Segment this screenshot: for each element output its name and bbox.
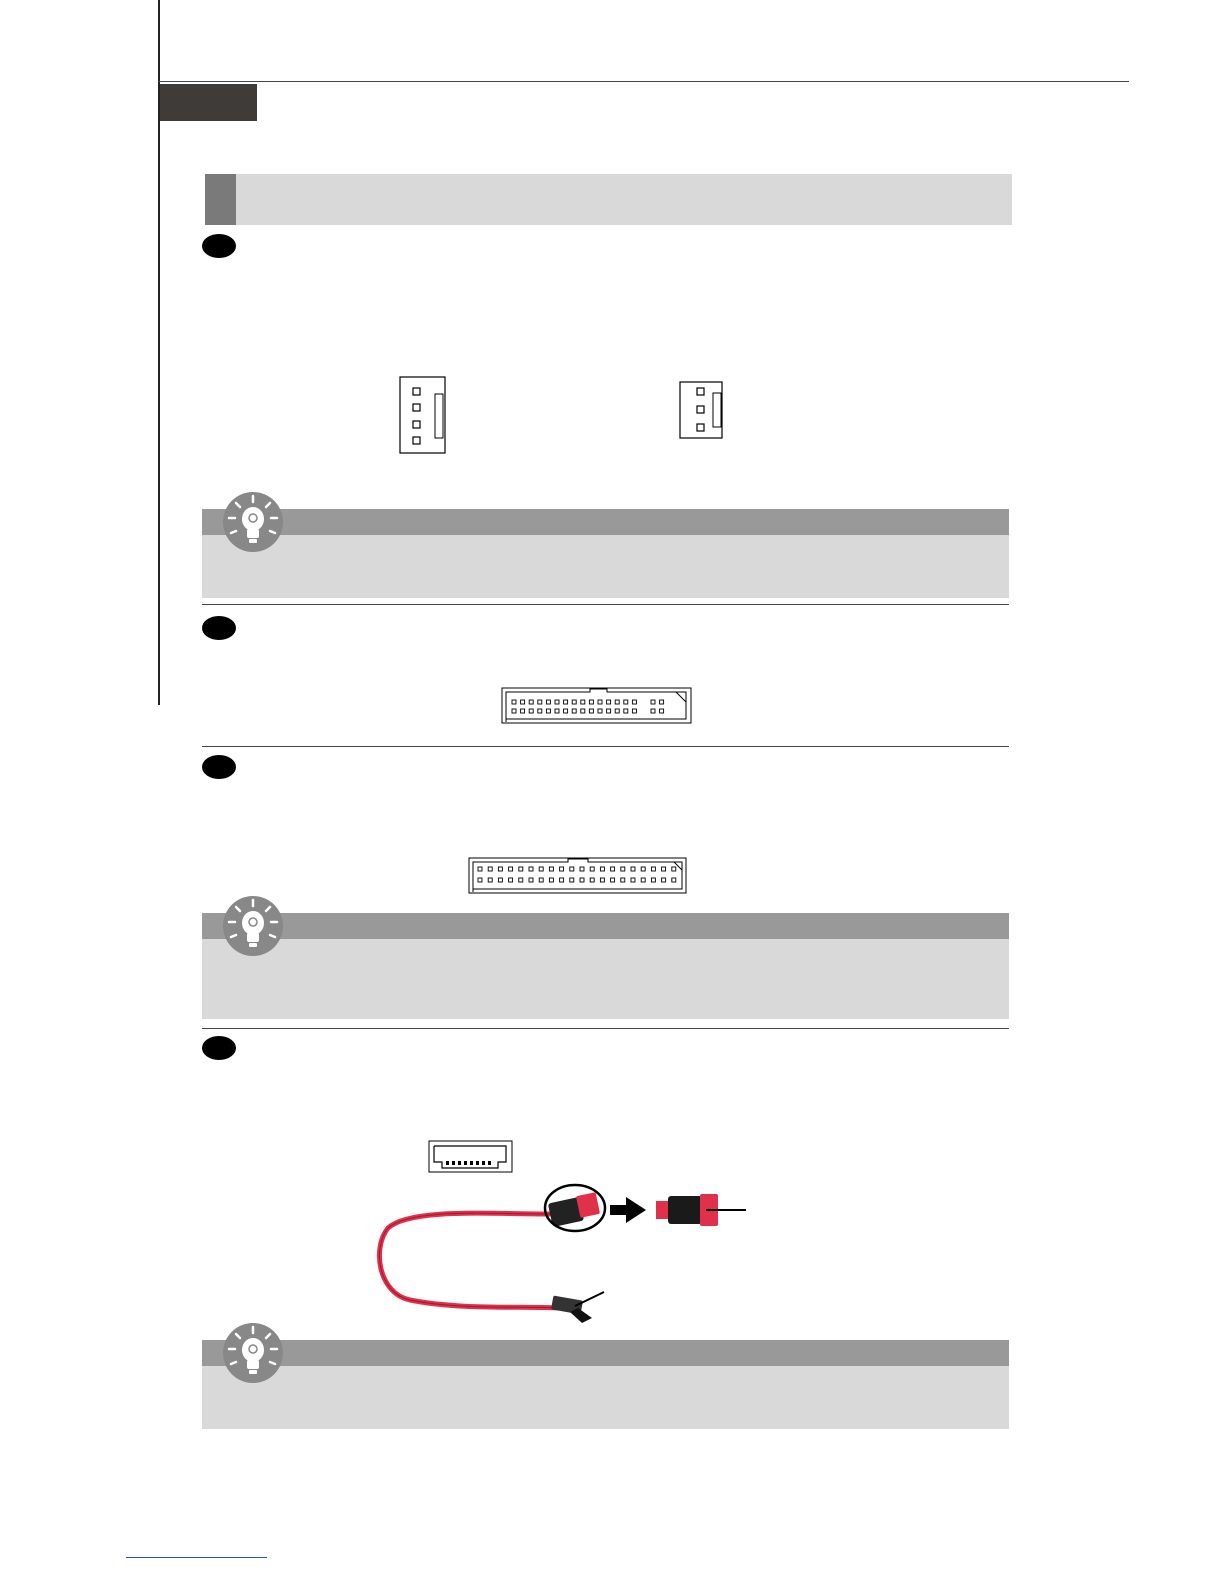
connector-pin xyxy=(651,867,655,871)
connector-pin xyxy=(555,700,559,704)
connector-pin xyxy=(519,867,523,871)
connector-pin xyxy=(509,878,513,882)
lightbulb-note-icon xyxy=(222,895,284,961)
bullet-dot-icon xyxy=(202,616,236,640)
connector-pin xyxy=(570,867,574,871)
connector-pin xyxy=(590,878,594,882)
connector-pin xyxy=(611,867,615,871)
connector-pin xyxy=(651,878,655,882)
right-arrow-icon xyxy=(610,1197,646,1223)
note-box xyxy=(202,509,1009,598)
connector-pin xyxy=(572,700,576,704)
connector-pin xyxy=(624,709,628,713)
connector-pin xyxy=(662,867,666,871)
chapter-tab xyxy=(160,84,257,121)
note-box xyxy=(202,913,1009,1019)
ide-connector-40pin xyxy=(468,857,688,895)
connector-pin xyxy=(624,700,628,704)
connector-pin xyxy=(512,700,516,704)
connector-pin xyxy=(498,878,502,882)
section-header-bar xyxy=(205,174,1012,225)
connector-pin xyxy=(538,700,542,704)
connector-pin xyxy=(615,709,619,713)
connector-pin xyxy=(621,878,625,882)
connector-pin xyxy=(600,867,604,871)
connector-pin xyxy=(672,867,676,871)
connector-pin xyxy=(529,700,533,704)
sata-cable-illustration xyxy=(370,1178,760,1334)
connector-pin xyxy=(641,867,645,871)
bullet-dot-icon xyxy=(202,234,236,258)
connector-pin xyxy=(580,878,584,882)
connector-pin xyxy=(478,867,482,871)
connector-pin xyxy=(660,700,664,704)
section-header-accent xyxy=(205,174,236,225)
connector-pin xyxy=(632,709,636,713)
connector-pin xyxy=(672,878,676,882)
connector-pin xyxy=(512,709,516,713)
footer-link-underline[interactable] xyxy=(126,1557,267,1558)
connector-pin xyxy=(631,867,635,871)
connector-pin xyxy=(572,709,576,713)
connector-pin xyxy=(509,867,513,871)
connector-pin xyxy=(539,867,543,871)
connector-pin xyxy=(555,709,559,713)
connector-pin xyxy=(521,709,525,713)
connector-pin xyxy=(539,878,543,882)
connector-pin xyxy=(546,700,550,704)
connector-pin xyxy=(580,867,584,871)
connector-pin xyxy=(529,867,533,871)
connector-pin xyxy=(651,709,655,713)
bullet-dot-icon xyxy=(202,755,236,779)
connector-pin xyxy=(631,878,635,882)
connector-pin xyxy=(529,878,533,882)
section-divider xyxy=(202,1028,1009,1029)
connector-pin xyxy=(478,878,482,882)
lightbulb-note-icon xyxy=(222,491,284,557)
connector-pin xyxy=(611,878,615,882)
connector-pin xyxy=(589,700,593,704)
connector-pin xyxy=(560,867,564,871)
note-box xyxy=(202,1340,1009,1429)
connector-pin xyxy=(651,700,655,704)
connector-pin xyxy=(662,878,666,882)
connector-pin xyxy=(549,867,553,871)
connector-pin xyxy=(632,700,636,704)
connector-pin xyxy=(570,878,574,882)
section-divider xyxy=(202,746,1009,747)
connector-pin xyxy=(564,700,568,704)
connector-pin xyxy=(488,867,492,871)
connector-pin xyxy=(600,878,604,882)
section-divider xyxy=(202,604,1009,605)
connector-pin xyxy=(549,878,553,882)
connector-pin xyxy=(560,878,564,882)
connector-pin xyxy=(589,709,593,713)
fan-connector-3pin xyxy=(679,381,725,441)
fan-connector-4pin xyxy=(399,376,447,454)
connector-pin xyxy=(621,867,625,871)
lightbulb-note-icon xyxy=(222,1322,284,1388)
note-bar xyxy=(202,1340,1009,1366)
connector-pin xyxy=(498,867,502,871)
floppy-connector-34pin xyxy=(501,687,693,725)
connector-pin xyxy=(488,878,492,882)
connector-pin xyxy=(607,700,611,704)
connector-pin xyxy=(538,709,542,713)
connector-pin xyxy=(615,700,619,704)
connector-pin xyxy=(598,709,602,713)
bullet-dot-icon xyxy=(202,1036,236,1060)
note-bar xyxy=(202,509,1009,535)
connector-pin xyxy=(564,709,568,713)
connector-pin xyxy=(581,700,585,704)
connector-pin xyxy=(598,700,602,704)
sata-connector xyxy=(428,1140,514,1174)
connector-pin xyxy=(581,709,585,713)
top-rule xyxy=(158,81,1129,82)
connector-pin xyxy=(607,709,611,713)
connector-pin xyxy=(529,709,533,713)
connector-pin xyxy=(590,867,594,871)
connector-pin xyxy=(546,709,550,713)
connector-pin xyxy=(660,709,664,713)
connector-pin xyxy=(521,700,525,704)
note-bar xyxy=(202,913,1009,939)
connector-pin xyxy=(641,878,645,882)
connector-pin xyxy=(519,878,523,882)
